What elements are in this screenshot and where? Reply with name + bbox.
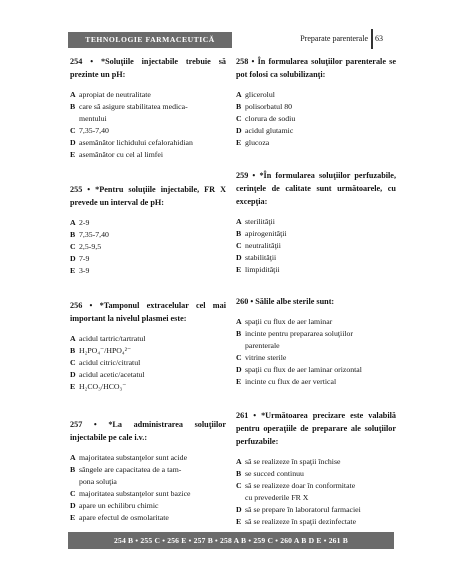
option-d: D acidul acetic/acetatul bbox=[70, 370, 145, 379]
option-a: A majoritatea substanţelor sunt acide bbox=[70, 453, 188, 462]
question-title: 259 • *În formularea soluţiilor perfuzabile, cerinţele de calitate sunt următoarele, cu excepţia: bbox=[236, 171, 396, 206]
option-b: B apirogenităţii bbox=[236, 229, 287, 238]
option-e: E apare efectul de osmolaritate bbox=[70, 513, 169, 522]
question-257 bbox=[70, 418, 226, 524]
option-e: E H₂CO₃/HCO₃⁻ bbox=[70, 382, 127, 391]
question-260 bbox=[236, 295, 396, 388]
option-b: B 7,35-7,40 bbox=[70, 230, 109, 239]
option-c: C să se realizeze doar în conformitate cu prevederile FR X bbox=[236, 481, 356, 502]
option-c: C 2,5-9,5 bbox=[70, 242, 102, 251]
option-d: D spaţii cu flux de aer laminar orizontal bbox=[236, 365, 362, 374]
option-a: A să se realizeze în spaţii închise bbox=[236, 457, 341, 466]
option-c: C neutralităţii bbox=[236, 241, 281, 250]
question-title: 258 • În formularea soluţiilor parenterale se pot folosi ca solubilizanţi: bbox=[236, 57, 396, 79]
header-divider bbox=[371, 29, 373, 49]
option-a: A acidul tartric/tartratul bbox=[70, 334, 146, 343]
option-e: E 3-9 bbox=[70, 266, 90, 275]
option-e: E limpidităţii bbox=[236, 265, 280, 274]
option-e: E glucoza bbox=[236, 138, 270, 147]
option-b: B care să asigure stabilitatea medica- mentului bbox=[70, 102, 188, 123]
option-d: D să se prepare în laboratorul farmaciei bbox=[236, 505, 361, 514]
question-title: 261 • *Următoarea precizare este valabilă pentru operaţiile de preparare ale soluţiilor perfuzabile: bbox=[236, 411, 396, 446]
question-254 bbox=[70, 55, 226, 161]
question-title: 256 • *Tamponul extracelular cel mai important la nivelul plasmei este: bbox=[70, 301, 226, 323]
option-b: B H₂PO₄⁻/HPO₄²⁻ bbox=[70, 346, 132, 355]
option-d: D acidul glutamic bbox=[236, 126, 294, 135]
answer-key-footer: 254 B • 255 C • 256 E • 257 B • 258 A B • 259 C • 260 A B D E • 261 B bbox=[68, 532, 394, 549]
option-e: E să se realizeze în spaţii dezinfectate bbox=[236, 517, 357, 526]
question-title: 257 • *La administrarea soluţiilor injectabile pe cale i.v.: bbox=[70, 420, 226, 442]
option-c: C majoritatea substanţelor sunt bazice bbox=[70, 489, 191, 498]
running-head-section: Preparate parenterale bbox=[300, 34, 368, 43]
question-title: 254 • *Soluţiile injectabile trebuie să prezinte un pH: bbox=[70, 57, 226, 79]
option-a: A sterilităţii bbox=[236, 217, 275, 226]
option-b: B se succed continuu bbox=[236, 469, 304, 478]
page-number: 63 bbox=[375, 34, 383, 43]
option-a: A spaţii cu flux de aer laminar bbox=[236, 317, 333, 326]
question-255 bbox=[70, 183, 226, 277]
question-title: 260 • Sălile albe sterile sunt: bbox=[236, 297, 335, 306]
question-title: 255 • *Pentru soluţiile injectabile, FR X prevede un interval de pH: bbox=[70, 185, 226, 207]
option-b: B sângele are capacitatea de a tam- pona soluţia bbox=[70, 465, 182, 486]
option-d: D asemănător lichidului cefalorahidian bbox=[70, 138, 193, 147]
option-a: A glicerolul bbox=[236, 90, 275, 99]
option-d: D apare un echilibru chimic bbox=[70, 501, 159, 510]
option-c: C vitrine sterile bbox=[236, 353, 287, 362]
question-258 bbox=[236, 55, 396, 149]
option-e: E incinte cu flux de aer vertical bbox=[236, 377, 337, 386]
option-c: C acidul citric/citratul bbox=[70, 358, 141, 367]
running-head-title: TEHNOLOGIE FARMACEUTICĂ bbox=[68, 32, 232, 48]
option-a: A 2-9 bbox=[70, 218, 90, 227]
option-a: A apropiat de neutralitate bbox=[70, 90, 151, 99]
option-b: B incinte pentru prepararea soluţiilor parenterale bbox=[236, 329, 354, 350]
question-259 bbox=[236, 169, 396, 276]
option-c: C 7,35-7,40 bbox=[70, 126, 109, 135]
option-e: E asemănător cu cel al limfei bbox=[70, 150, 163, 159]
option-d: D 7-9 bbox=[70, 254, 90, 263]
option-d: D stabilităţii bbox=[236, 253, 277, 262]
option-b: B polisorbatul 80 bbox=[236, 102, 292, 111]
question-256 bbox=[70, 299, 226, 393]
question-261 bbox=[236, 409, 396, 528]
option-c: C clorura de sodiu bbox=[236, 114, 296, 123]
